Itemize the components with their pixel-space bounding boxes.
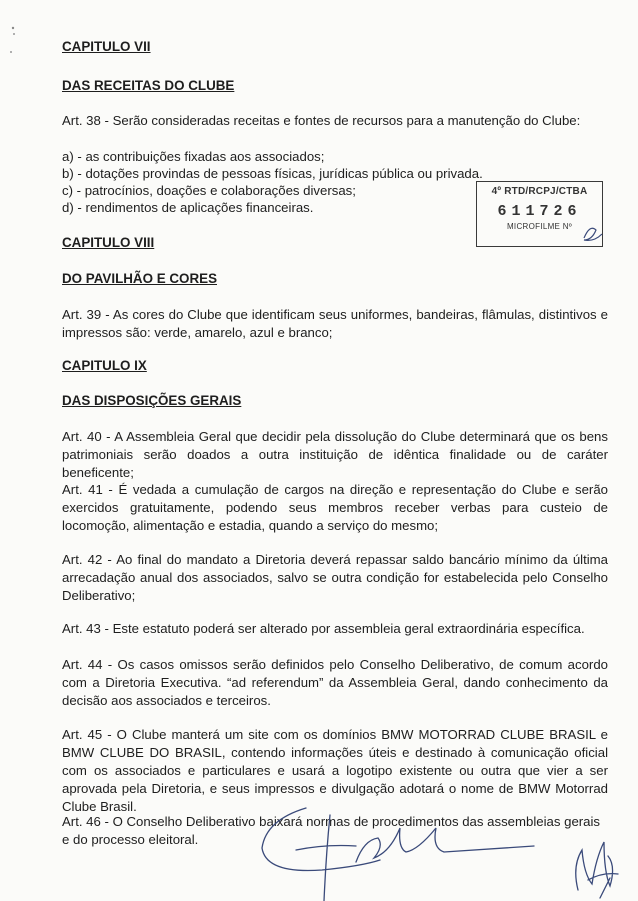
article-41: Art. 41 - É vedada a cumulação de cargos na direção e representação do Clube e serão exercidos gratuitamente, podendo seus membros receber verbas para custeio de locomoção, alimentação e estadia, quando a serviço do mesmo; [62,482,608,533]
article-38-item-d: d) - rendimentos de aplicações financeiras. [62,200,314,215]
chapter-7-title: CAPITULO VII [62,39,151,54]
scan-mark [12,27,14,29]
chapter-7-subtitle: DAS RECEITAS DO CLUBE [62,78,235,93]
chapter-8-subtitle: DO PAVILHÃO E CORES [62,271,217,286]
article-38-item-a: a) - as contribuições fixadas aos associados; [62,149,325,164]
article-45: Art. 45 - O Clube manterá um site com os domínios BMW MOTORRAD CLUBE BRASIL e BMW CLUBE DO BRASIL, contendo informações úteis e destinado à comunicação oficial com os associados e particulares e usará a logotipo existente ou outra que vier a ser aprovada pela Diretoria, e seus impressos e divulgação adotará o nome de BMW Motorrad Clube Brasil. [62,727,608,814]
stamp-initial [584,228,602,240]
chapter-8-title: CAPITULO VIII [62,235,155,250]
scan-mark [10,51,12,53]
article-43: Art. 43 - Este estatuto poderá ser alterado por assembleia geral extraordinária específica. [62,621,585,636]
article-38-item-b: b) - dotações provindas de pessoas físicas, jurídicas pública ou privada. [62,166,483,181]
stamp-label: MICROFILME Nº [506,222,573,231]
article-44: Art. 44 - Os casos omissos serão definidos pelo Conselho Deliberativo, de comum acordo com a Diretoria Executiva. “ad referendum” da Assembleia Geral, dando conhecimento da decisão aos associados e terceiros. [62,657,608,708]
signature-main [262,808,534,901]
chapter-9-title: CAPITULO IX [62,358,147,373]
article-40: Art. 40 - A Assembleia Geral que decidir pela dissolução do Clube determinará que os bens patrimoniais serão doados a outra instituição de idêntica finalidade ou de caráter beneficente; [62,429,608,480]
article-38: Art. 38 - Serão consideradas receitas e fontes de recursos para a manutenção do Clube: [62,113,581,128]
signature-initials [576,842,618,898]
scan-mark [13,33,15,35]
article-38-item-c: c) - patrocínios, doações e colaborações diversas; [62,183,356,198]
stamp-number: 611726 [497,203,582,220]
article-46: Art. 46 - O Conselho Deliberativo baixará normas de procedimentos das assembleias gerais e do processo eleitoral. [62,814,601,847]
chapter-9-subtitle: DAS DISPOSIÇÕES GERAIS [62,393,242,408]
article-39: Art. 39 - As cores do Clube que identificam seus uniformes, bandeiras, flâmulas, distintivos e impressos são: verde, amarelo, azul e branco; [62,307,608,340]
article-42: Art. 42 - Ao final do mandato a Diretoria deverá repassar saldo bancário mínimo da última arrecadação anual dos associados, salvo se outra condição for estabelecida pelo Conselho Deliberativo; [62,552,608,603]
stamp-registry: 4º RTD/RCPJ/CTBA [491,186,588,197]
